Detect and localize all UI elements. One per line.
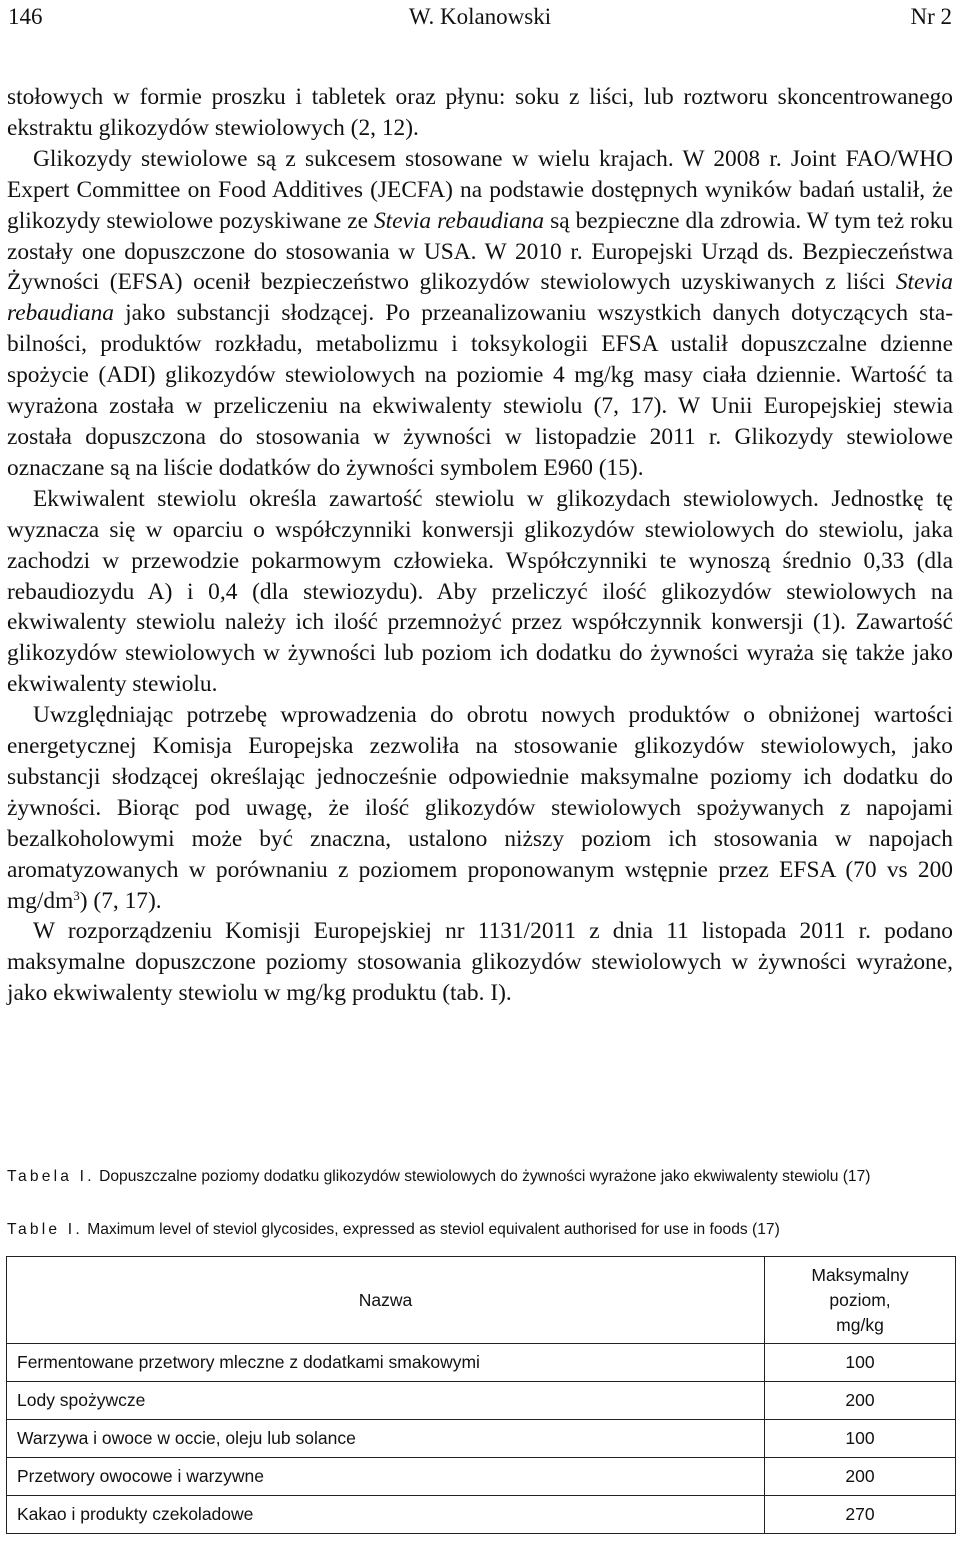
paragraph bbox=[7, 700, 953, 916]
page-number: 146 bbox=[8, 4, 43, 29]
row-name: Warzywa i owoce w occie, oleju lub solance bbox=[7, 1420, 765, 1458]
paragraph bbox=[7, 484, 953, 700]
text-run: jako substancji słodzącej. Po przeanalizowaniu wszystkich danych dotyczących stabilności, produktów rozkładu, metabolizmu i toksykologii EFSA ustalił dopuszczalne dzienne spożycie (ADI) glikozydów stewiolowych na poziomie 4 mg/kg masy ciała dziennie. Wartość ta wyrażona została w przeliczeniu na ekwiwalenty stewiolu (7, 17). W Unii Europejskiej stewia została dopuszczona do stosowania w żywności w listopadzie 2011 r. Glikozydy stewiolowe oznaczane są na liście dodatków do żywności symbolem E960 (15). bbox=[7, 300, 953, 481]
header-name: Nazwa bbox=[7, 1257, 765, 1344]
steviol-limits-table bbox=[6, 1256, 956, 1534]
text-run: W rozporządzeniu Komisji Europejskiej nr 1131/2011 z dnia 11 listopada 2011 r. podano maksymalne dopuszczone poziomy stosowania glikozydów stewiolowych w żywności wyrażone, jako ekwiwalenty stewiolu w mg/kg produktu (tab. I). bbox=[7, 918, 953, 1007]
article-body bbox=[7, 82, 953, 1009]
table-label-en: Table I. bbox=[7, 1221, 83, 1238]
issue-number: Nr 2 bbox=[910, 4, 952, 29]
row-value: 100 bbox=[765, 1344, 956, 1382]
superscript: 3 bbox=[73, 887, 80, 903]
header-max-line2: poziom, bbox=[829, 1289, 891, 1310]
row-name: Fermentowane przetwory mleczne z dodatkami smakowymi bbox=[7, 1344, 765, 1382]
species-name: Stevia rebaudiana bbox=[7, 269, 953, 327]
header-max-level bbox=[765, 1257, 956, 1344]
table-row bbox=[7, 1344, 956, 1382]
table-row bbox=[7, 1420, 956, 1458]
text-run: ) (7, 17). bbox=[79, 887, 162, 914]
row-value: 200 bbox=[765, 1382, 956, 1420]
table-label-pl: Tabela I. bbox=[7, 1168, 95, 1185]
table-caption-en bbox=[7, 1219, 953, 1240]
running-header bbox=[8, 0, 952, 34]
row-name: Kakao i produkty czekoladowe bbox=[7, 1496, 765, 1534]
row-value: 200 bbox=[765, 1458, 956, 1496]
table-title-en: Maximum level of steviol glycosides, expressed as steviol equivalent authorised for use in foods (17) bbox=[87, 1221, 780, 1238]
table-row bbox=[7, 1458, 956, 1496]
row-value: 270 bbox=[765, 1496, 956, 1534]
header-max-line1: Maksymalny bbox=[811, 1264, 909, 1285]
text-run: stołowych w formie proszku i tabletek oraz płynu: soku z liści, lub roztworu skoncentrowanego ekstraktu glikozydów stewiolowych (2, 12). bbox=[7, 84, 953, 141]
species-name: Stevia rebaudiana bbox=[373, 207, 545, 234]
running-author: W. Kolanowski bbox=[408, 4, 552, 29]
table-title-pl: Dopuszczalne poziomy dodatku glikozydów stewiolowych do żywności wyrażone jako ekwiwalenty stewiolu (17) bbox=[99, 1168, 871, 1185]
paragraph bbox=[7, 82, 953, 144]
text-run: Uwzględniając potrzebę wprowadzenia do obrotu nowych produktów o obniżonej wartości energetycznej Komisja Europejska zezwoliła na stosowanie glikozydów stewiolowych, jako substancji słodzącej określając jednocześnie odpowiednie maksymalne poziomy ich dodatku do żywności. Biorąc pod uwagę, że ilość glikozydów stewiolowych spożywanych z napojami bezalkoholowymi może być znaczna, ustalono niższy poziom ich stosowania w napojach aromatyzowanych w porównaniu z poziomem proponowanym wstępnie przez EFSA (70 vs 200 mg/dm bbox=[7, 702, 953, 914]
paragraph bbox=[7, 916, 953, 1009]
text-run: są bezpieczne dla zdrowia. W tym też roku zostały one dopuszczone do stosowania w USA. W 2010 r. Europejski Urząd ds. Bezpieczeństwa Żywności (EFSA) ocenił bezpieczeństwo glikozydów stewiolowych uzyskiwanych z liści bbox=[7, 207, 953, 296]
paragraph bbox=[7, 144, 953, 484]
table-caption-pl bbox=[7, 1166, 953, 1187]
text-run: Ekwiwalent stewiolu określa zawartość stewiolu w glikozydach stewiolowych. Jednostkę tę wyznacza się w oparciu o współczynniki konwersji glikozydów stewiolowych do stewiolu, jaka zachodzi w przewodzie pokarmowym człowieka. Współczynniki te wynoszą średnio 0,33 (dla rebaudiozydu A) i 0,4 (dla stewiozydu). Aby przeliczyć ilość glikozydów stewiolowych na ekwiwalenty stewiolu należy ich ilość przemnożyć przez współczynnik konwersji (1). Zawartość glikozydów stewiolowych w żywności lub poziom ich dodatku do żywności wyraża się także jako ekwiwalenty stewiolu. bbox=[7, 485, 953, 698]
row-value: 100 bbox=[765, 1420, 956, 1458]
text-run: Glikozydy stewiolowe są z sukcesem stosowane w wielu krajach. W 2008 r. Joint FAO/WHO Expert Committee on Food Additives (JECFA) na podstawie dostępnych wyników badań ustalił, że glikozydy stewiolowe pozyskiwane ze bbox=[7, 145, 953, 234]
row-name: Lody spożywcze bbox=[7, 1382, 765, 1420]
header-max-line3: mg/kg bbox=[836, 1314, 884, 1335]
table-header-row bbox=[7, 1257, 956, 1344]
table-row bbox=[7, 1496, 956, 1534]
row-name: Przetwory owocowe i warzywne bbox=[7, 1458, 765, 1496]
table-row bbox=[7, 1382, 956, 1420]
